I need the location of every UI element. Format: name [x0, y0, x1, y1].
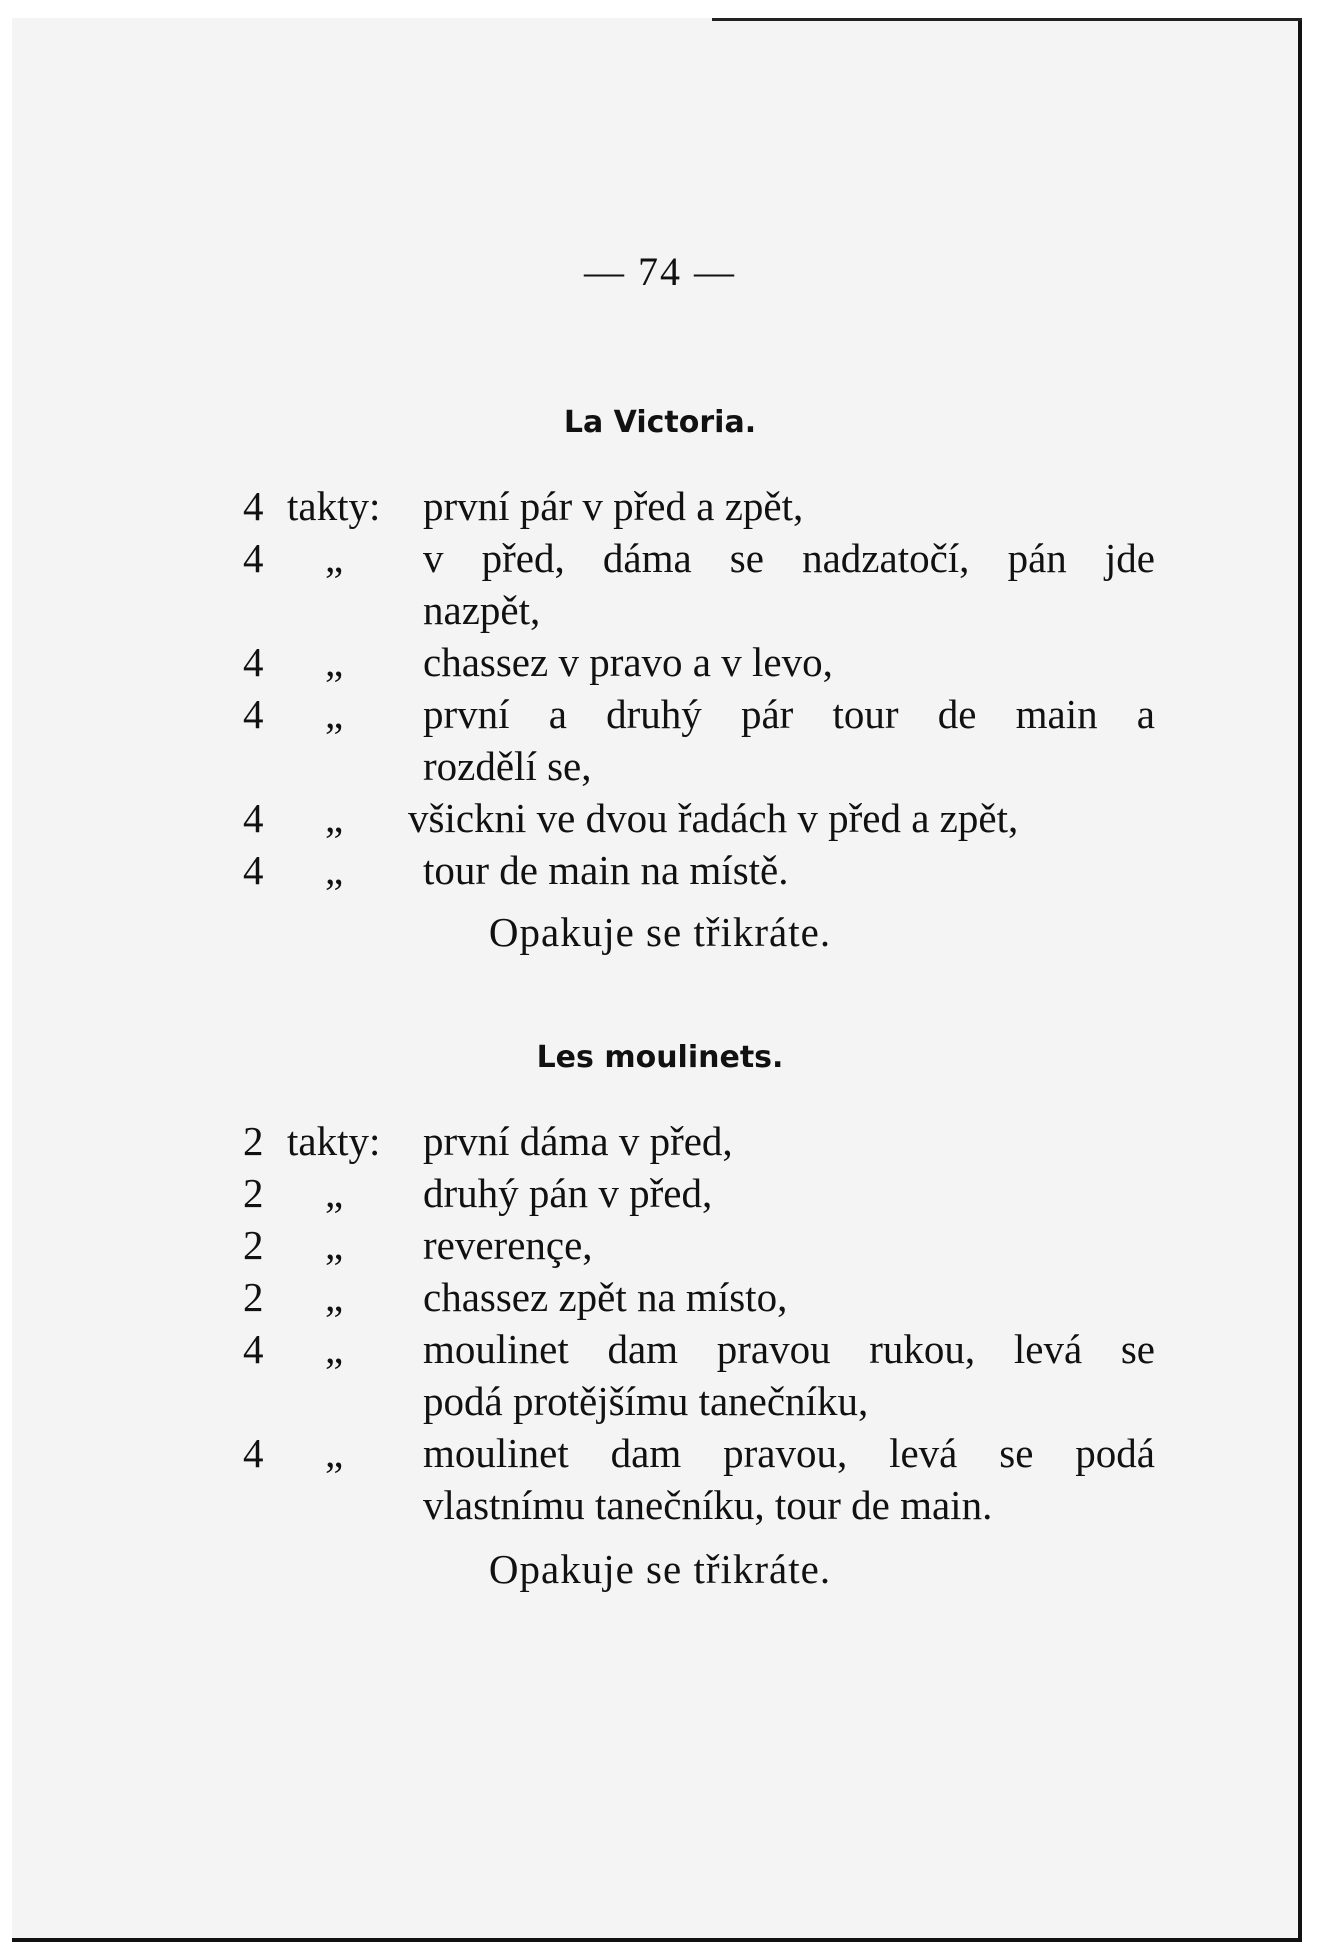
bar-count: 4: [243, 639, 264, 685]
figure-text: chassez v pravo a v levo,: [423, 639, 833, 685]
figure-text: tour de main na místě.: [423, 847, 789, 893]
figure-text: první pár v před a zpět,: [423, 483, 804, 529]
figure-text-continuation: rozdělí se,: [423, 743, 592, 789]
ditto-mark: „: [325, 691, 344, 737]
figure-text-continuation: nazpět,: [423, 587, 541, 633]
ditto-mark: „: [325, 1430, 344, 1476]
ditto-mark: „: [325, 795, 344, 841]
ditto-mark: „: [325, 847, 344, 893]
bar-count: 4: [243, 535, 264, 581]
bar-count: 4: [243, 1430, 264, 1476]
section-title-les-moulinets: Les moulinets.: [536, 1040, 784, 1075]
ditto-mark: „: [325, 1222, 344, 1268]
repeat-note: Opakuje se třikráte.: [488, 909, 832, 955]
figure-text: první a druhý pár tour de main a: [423, 691, 1155, 737]
bar-unit: takty:: [287, 1118, 381, 1164]
figure-text: reverençe,: [423, 1222, 593, 1268]
figure-text-continuation: vlastnímu tanečníku, tour de main.: [423, 1482, 993, 1528]
bar-count: 2: [243, 1118, 264, 1164]
figure-text: první dáma v před,: [423, 1118, 733, 1164]
bar-count: 4: [243, 691, 264, 737]
ditto-mark: „: [325, 639, 344, 685]
repeat-note: Opakuje se třikráte.: [488, 1546, 832, 1592]
bar-count: 2: [243, 1170, 264, 1216]
figure-text: v před, dáma se nadzatočí, pán jde: [423, 535, 1155, 581]
bar-count: 4: [243, 483, 264, 529]
figure-text: všickni ve dvou řadách v před a zpět,: [408, 795, 1019, 841]
ditto-mark: „: [325, 1170, 344, 1216]
ditto-mark: „: [325, 1326, 344, 1372]
section-title-la-victoria: La Victoria.: [563, 405, 757, 440]
bar-count: 2: [243, 1222, 264, 1268]
page-number: — 74 —: [584, 249, 736, 294]
bar-count: 2: [243, 1274, 264, 1320]
bar-count: 4: [243, 795, 264, 841]
figure-text: chassez zpět na místo,: [423, 1274, 788, 1320]
bar-unit: takty:: [287, 483, 381, 529]
figure-text: moulinet dam pravou, levá se podá: [423, 1430, 1155, 1476]
top-rule: [712, 18, 1302, 21]
bar-count: 4: [243, 847, 264, 893]
book-page: [12, 18, 1302, 1942]
figure-text-continuation: podá protějšímu tanečníku,: [423, 1378, 869, 1424]
figure-text: druhý pán v před,: [423, 1170, 713, 1216]
ditto-mark: „: [325, 1274, 344, 1320]
figure-text: moulinet dam pravou rukou, levá se: [423, 1326, 1155, 1372]
bar-count: 4: [243, 1326, 264, 1372]
ditto-mark: „: [325, 535, 344, 581]
